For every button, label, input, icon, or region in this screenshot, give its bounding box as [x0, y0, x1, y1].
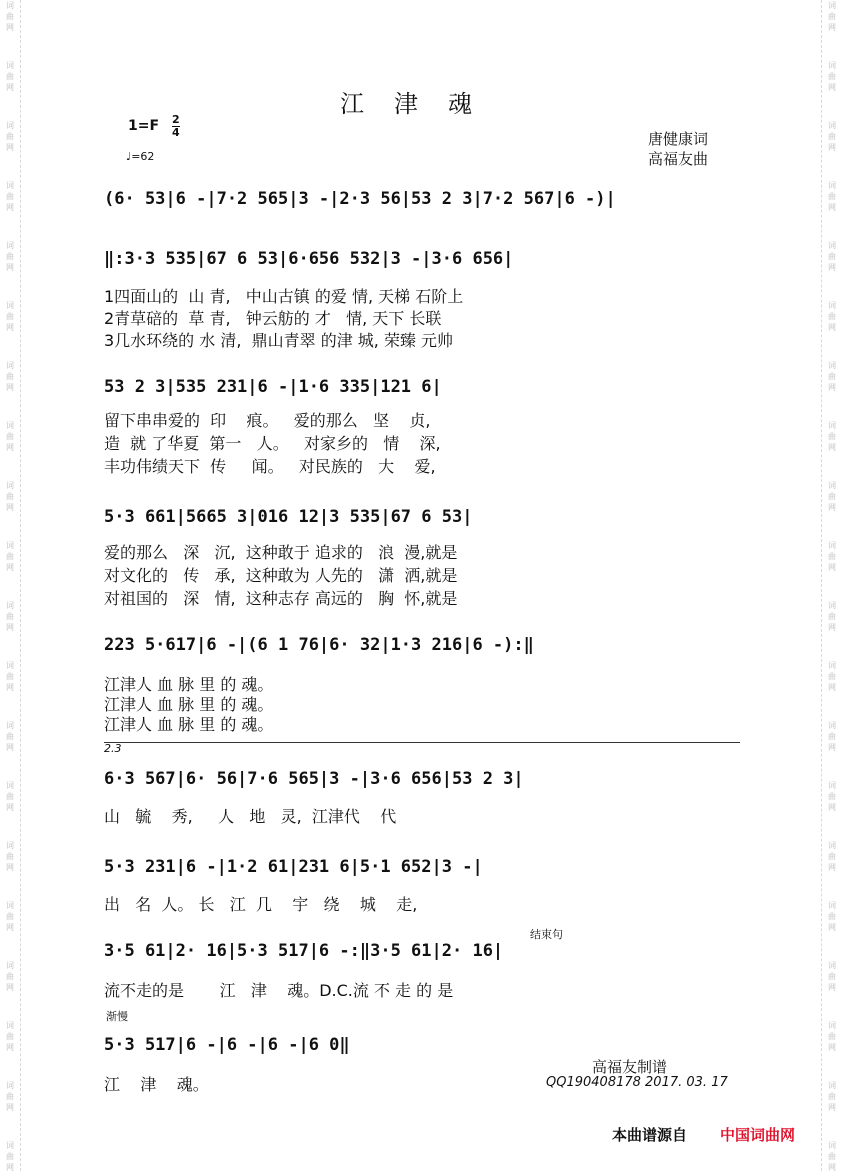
watermark-text: 词 曲 网 — [6, 481, 14, 512]
lyric-line-5-3: 江津人 血 脉 里 的 魂。 — [104, 715, 274, 734]
lyric-line-5-1: 江津人 血 脉 里 的 魂。 — [104, 675, 274, 694]
watermark-text: 词 曲 网 — [828, 421, 836, 452]
watermark-text: 词 曲 网 — [828, 661, 836, 692]
watermark-text: 词 曲 网 — [6, 781, 14, 812]
transcriber-credit: 高福友制谱 — [592, 1058, 668, 1076]
watermark-text: 词 曲 网 — [828, 181, 836, 212]
watermark-text: 词 曲 网 — [828, 61, 836, 92]
left-watermark-strip — [0, 0, 21, 1171]
tempo-marking: ♩=62 — [126, 150, 155, 163]
watermark-text: 词 曲 网 — [828, 901, 836, 932]
notation-line-3: 53 2 3|535 231|6 -|1·6 335|121 6| — [104, 377, 442, 397]
watermark-text: 词 曲 网 — [6, 1021, 14, 1052]
lyric-line-8-1: 流不走的是 江 津 魂。D.C.流 不 走 的 是 — [104, 981, 454, 1000]
lyric-line-6-1: 山 毓 秀, 人 地 灵, 江津代 代 — [104, 807, 397, 826]
lyric-line-2-3: 3几水环绕的 水 清, 鼎山青翠 的津 城, 荣臻 元帅 — [104, 331, 454, 350]
lyric-line-4-2: 对文化的 传 承, 这种敢为 人先的 潇 洒,就是 — [104, 566, 458, 585]
watermark-text: 词 曲 网 — [6, 721, 14, 752]
watermark-text: 词 曲 网 — [6, 961, 14, 992]
watermark-text: 词 曲 网 — [828, 721, 836, 752]
notation-line-4: 5·3 661|5665 3|016 12|3 535|67 6 53| — [104, 507, 473, 527]
notation-line-6: 6·3 567|6· 56|7·6 565|3 -|3·6 656|53 2 3| — [104, 769, 524, 789]
watermark-text: 词 曲 网 — [6, 661, 14, 692]
watermark-text: 词 曲 网 — [6, 1081, 14, 1112]
watermark-text: 词 曲 网 — [6, 361, 14, 392]
watermark-text: 词 曲 网 — [828, 121, 836, 152]
watermark-text: 词 曲 网 — [828, 541, 836, 572]
watermark-text: 词 曲 网 — [828, 781, 836, 812]
footer-source-text: 本曲谱源自 — [612, 1126, 688, 1144]
lyric-line-7-1: 出 名 人。 长 江 几 宇 绕 城 走, — [104, 895, 418, 914]
song-title: 江津魂 — [340, 90, 502, 118]
volta-label: 2.3 — [104, 742, 122, 755]
watermark-text: 词 曲 网 — [6, 901, 14, 932]
notation-line-1: (6· 53|6 -|7·2 565|3 -|2·3 56|53 2 3|7·2 567|6 -)| — [104, 189, 616, 209]
lyric-line-2-2: 2青草碚的 草 青, 钟云舫的 才 情, 天下 长联 — [104, 309, 442, 328]
watermark-text: 词 曲 网 — [828, 301, 836, 332]
time-signature: 2 4 — [172, 113, 180, 139]
lyric-line-4-3: 对祖国的 深 情, 这种志存 高远的 胸 怀,就是 — [104, 589, 458, 608]
lyricist-credit: 唐健康词 — [648, 130, 709, 148]
notation-line-8: 3·5 61|2· 16|5·3 517|6 -:‖3·5 61|2· 16| — [104, 941, 504, 961]
qq-date: QQ190408178 2017. 03. 17 — [546, 1075, 728, 1090]
watermark-text: 词 曲 网 — [6, 841, 14, 872]
volta-bracket-line — [104, 742, 740, 743]
watermark-text: 词 曲 网 — [828, 601, 836, 632]
watermark-text: 词 曲 网 — [828, 1, 836, 32]
lyric-line-3-1: 留下串串爱的 印 痕。 爱的那么 坚 贞, — [104, 411, 431, 430]
watermark-text: 词 曲 网 — [6, 541, 14, 572]
lyric-line-4-1: 爱的那么 深 沉, 这种敢于 追求的 浪 漫,就是 — [104, 543, 458, 562]
watermark-text: 词 曲 网 — [828, 481, 836, 512]
notation-line-5: 223 5·617|6 -|(6 1 76|6· 32|1·3 216|6 -):‖ — [104, 635, 534, 655]
watermark-text: 词 曲 网 — [828, 1021, 836, 1052]
lyric-line-9-1: 江 津 魂。 — [104, 1075, 209, 1094]
watermark-text: 词 曲 网 — [6, 421, 14, 452]
watermark-text: 词 曲 网 — [6, 241, 14, 272]
notation-line-7: 5·3 231|6 -|1·2 61|231 6|5·1 652|3 -| — [104, 857, 483, 877]
lyric-line-2-1: 1四面山的 山 青, 中山古镇 的爱 情, 天梯 石阶上 — [104, 287, 464, 306]
notation-line-2: ‖:3·3 535|67 6 53|6·656 532|3 -|3·6 656| — [104, 249, 514, 269]
lyric-line-3-3: 丰功伟绩天下 传 闻。 对民族的 大 爱, — [104, 457, 436, 476]
watermark-text: 词 曲 网 — [6, 181, 14, 212]
ritardando-label: 渐慢 — [106, 1010, 128, 1023]
lyric-line-3-2: 造 就 了华夏 第一 人。 对家乡的 情 深, — [104, 434, 441, 453]
watermark-text: 词 曲 网 — [828, 1141, 836, 1172]
watermark-text: 词 曲 网 — [6, 1141, 14, 1172]
watermark-text: 词 曲 网 — [828, 241, 836, 272]
ending-label: 结束句 — [530, 928, 563, 941]
key-signature: 1=F — [128, 118, 160, 134]
lyric-line-5-2: 江津人 血 脉 里 的 魂。 — [104, 695, 274, 714]
watermark-text: 词 曲 网 — [828, 361, 836, 392]
watermark-text: 词 曲 网 — [6, 1, 14, 32]
notation-line-9: 5·3 517|6 -|6 -|6 -|6 0‖ — [104, 1035, 350, 1055]
right-watermark-strip — [821, 0, 842, 1171]
watermark-text: 词 曲 网 — [6, 301, 14, 332]
watermark-text: 词 曲 网 — [6, 121, 14, 152]
watermark-text: 词 曲 网 — [828, 1081, 836, 1112]
watermark-text: 词 曲 网 — [828, 841, 836, 872]
composer-credit: 高福友曲 — [648, 150, 709, 168]
footer-brand-link[interactable]: 中国词曲网 — [720, 1126, 796, 1144]
watermark-text: 词 曲 网 — [6, 601, 14, 632]
watermark-text: 词 曲 网 — [6, 61, 14, 92]
watermark-text: 词 曲 网 — [828, 961, 836, 992]
